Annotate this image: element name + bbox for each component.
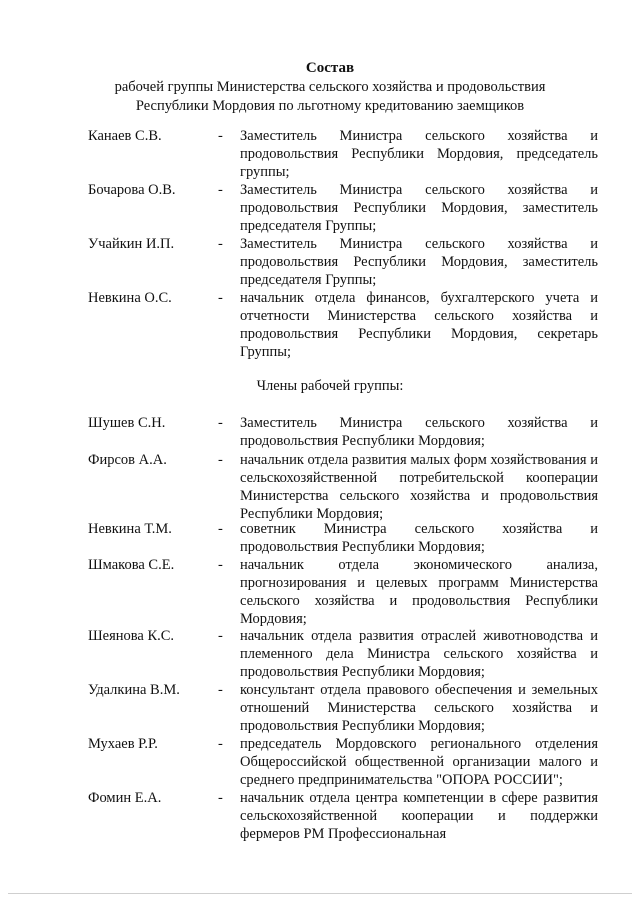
dash-separator: - bbox=[218, 452, 223, 468]
member-role: консультант отдела правового обеспечения и земельных отношений Министерства сельского хозяйства и продовольствия Республики Мордовия; bbox=[240, 682, 598, 734]
dash-separator: - bbox=[218, 521, 223, 537]
dash-separator: - bbox=[218, 790, 223, 806]
member-role: начальник отдела развития малых форм хозяйствования и сельскохозяйственной потребительской кооперации Министерства сельского хозяйства и продовольствия Республики Мордовия; bbox=[240, 452, 598, 522]
dash-separator: - bbox=[218, 415, 223, 431]
member-role: Заместитель Министра сельского хозяйства и продовольствия Республики Мордовия, председатель группы; bbox=[240, 128, 598, 180]
dash-separator: - bbox=[218, 236, 223, 252]
document-subtitle-line-2: Республики Мордовия по льготному кредитованию заемщиков bbox=[135, 98, 525, 114]
member-name: Удалкина В.М. bbox=[88, 682, 180, 698]
member-role: советник Министра сельского хозяйства и продовольствия Республики Мордовия; bbox=[240, 521, 598, 555]
member-role: Заместитель Министра сельского хозяйства и продовольствия Республики Мордовия, заместитель председателя Группы; bbox=[240, 236, 598, 288]
member-role: начальник отдела финансов, бухгалтерского учета и отчетности Министерства сельского хозяйства и продовольствия Республики Мордовия, секретарь Группы; bbox=[240, 290, 598, 360]
member-name: Невкина О.С. bbox=[88, 290, 172, 306]
dash-separator: - bbox=[218, 736, 223, 752]
member-name: Фирсов А.А. bbox=[88, 452, 167, 468]
page-bottom-rule bbox=[8, 893, 632, 894]
member-role: Заместитель Министра сельского хозяйства и продовольствия Республики Мордовия; bbox=[240, 415, 598, 449]
member-role: председатель Мордовского регионального отделения Общероссийской общественной организации малого и среднего предпринимательства "ОПОРА РОССИИ"; bbox=[240, 736, 598, 788]
members-heading: Члены рабочей группы: bbox=[256, 378, 404, 394]
member-name: Шмакова С.Е. bbox=[88, 557, 175, 573]
member-role: начальник отдела экономического анализа, прогнозирования и целевых программ Министерства сельского хозяйства и продовольствия Республики Мордовия; bbox=[240, 557, 598, 627]
member-name: Шеянова К.С. bbox=[88, 628, 175, 644]
dash-separator: - bbox=[218, 182, 223, 198]
dash-separator: - bbox=[218, 682, 223, 698]
member-role: начальник отдела развития отраслей животноводства и племенного дела Министра сельского хозяйства и продовольствия Республики Мордовия; bbox=[240, 628, 598, 680]
dash-separator: - bbox=[218, 290, 223, 306]
document-title: Состав bbox=[305, 60, 355, 76]
member-name: Учайкин И.П. bbox=[88, 236, 175, 252]
member-name: Бочарова О.В. bbox=[88, 182, 176, 198]
member-role: Заместитель Министра сельского хозяйства и продовольствия Республики Мордовия, заместитель председателя Группы; bbox=[240, 182, 598, 234]
member-name: Канаев С.В. bbox=[88, 128, 162, 144]
dash-separator: - bbox=[218, 628, 223, 644]
member-name: Мухаев Р.Р. bbox=[88, 736, 158, 752]
member-role: начальник отдела центра компетенции в сфере развития сельскохозяйственной кооперации и поддержки фермеров РМ Профессиональная bbox=[240, 790, 598, 842]
dash-separator: - bbox=[218, 557, 223, 573]
member-name: Фомин Е.А. bbox=[88, 790, 162, 806]
title-block bbox=[60, 58, 600, 116]
dash-separator: - bbox=[218, 128, 223, 144]
member-name: Шушев С.Н. bbox=[88, 415, 166, 431]
member-name: Невкина Т.М. bbox=[88, 521, 172, 537]
document-subtitle-line-1: рабочей группы Министерства сельского хозяйства и продовольствия bbox=[114, 79, 546, 95]
